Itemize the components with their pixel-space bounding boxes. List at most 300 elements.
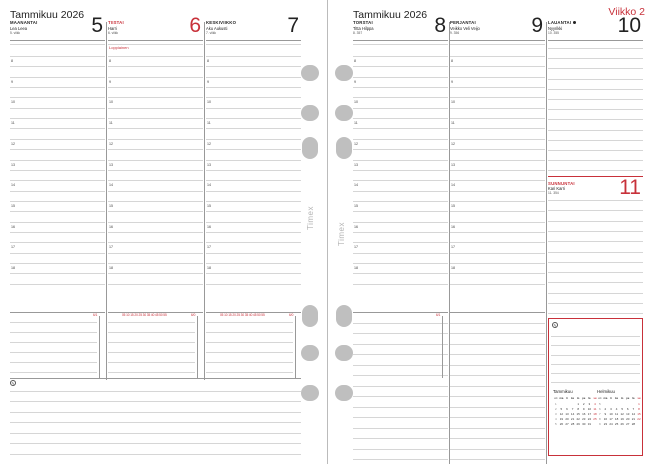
week-label: Viikko 2 [608, 6, 645, 18]
mini-calendar-day: 12 [620, 411, 624, 416]
mini-calendar-day: 4 [615, 406, 618, 411]
name-day-label: Titta Hilppa [353, 26, 374, 31]
hour-line [10, 160, 105, 161]
half-hour-line [10, 211, 105, 212]
half-hour-line [353, 149, 448, 150]
hour-label: 18 [11, 266, 15, 270]
brand-left: Timex [306, 206, 315, 230]
half-hour-line [108, 211, 203, 212]
day-of-year: 7. viikk [206, 30, 217, 35]
binder-hole [301, 105, 319, 121]
mini-calendar-grid [553, 396, 598, 426]
hour-label: 15 [11, 203, 15, 208]
half-hour-line [206, 87, 301, 88]
weekday-header: la [632, 397, 635, 400]
hour-line [206, 118, 301, 119]
saturday-line [548, 68, 643, 69]
page-marker: 6/0 [191, 313, 196, 317]
binder-hole [336, 137, 352, 159]
half-hour-line [108, 87, 203, 88]
mini-calendar-day: 9 [582, 406, 585, 411]
notes-line [10, 412, 301, 413]
weekday-header: ke [571, 397, 575, 400]
half-hour-line [108, 191, 203, 192]
weekday-text: PERJANTAI [450, 20, 476, 25]
left-page-title: Tammikuu 2026 [10, 9, 85, 21]
hour-line [450, 222, 545, 223]
notes-line [551, 345, 640, 346]
pre-hour-line [108, 44, 203, 45]
half-hour-line [206, 253, 301, 254]
notes-icon: ✎ [11, 381, 15, 386]
notes-line [206, 332, 293, 333]
binder-hole [302, 305, 318, 327]
mini-calendar-day: 23 [603, 421, 608, 426]
pre-hour-line [206, 44, 301, 45]
date-number: 7 [287, 14, 299, 37]
hour-line [353, 201, 448, 202]
binder-hole [335, 385, 353, 401]
half-hour-line [450, 253, 545, 254]
mini-calendar-day: 21 [570, 416, 575, 421]
mini-calendar-day: 17 [609, 416, 613, 421]
mini-calendar-day: 20 [626, 416, 630, 421]
binder-hole [335, 65, 353, 81]
hour-label: 8 [109, 59, 111, 63]
mini-calendar-day: 26 [559, 421, 564, 426]
hour-label: 12 [451, 141, 455, 146]
mini-calendar-day: 2 [604, 406, 607, 411]
notes-top-line [450, 312, 545, 313]
weekday-header: su [593, 397, 597, 400]
mini-calendar-day: 1 [554, 401, 557, 406]
sunday-line [548, 210, 643, 211]
extra-line [10, 284, 105, 285]
day-of-year: 5. viikk [10, 30, 21, 35]
weekday-label [353, 20, 373, 25]
mini-calendar-day: 27 [565, 421, 569, 426]
notes-line [450, 459, 545, 460]
hour-line [206, 97, 301, 98]
mini-calendar-day: 11 [615, 411, 619, 416]
half-hour-line [108, 128, 203, 129]
half-hour-line [108, 149, 203, 150]
hour-label: 17 [354, 245, 358, 250]
hour-line [108, 180, 203, 181]
notes-box-divider [442, 316, 443, 378]
notes-line [450, 365, 545, 366]
notes-line [353, 438, 448, 439]
notes-box-divider [99, 316, 100, 378]
hour-line [10, 222, 105, 223]
day-of-year: 8. 357 [353, 30, 363, 35]
left-page [0, 0, 327, 464]
mini-calendar-day: 29 [576, 421, 580, 426]
notes-line [353, 417, 448, 418]
notes-line [353, 386, 448, 387]
sunday-line [548, 313, 643, 314]
hour-label: 18 [207, 266, 211, 270]
hour-label: 15 [109, 203, 113, 208]
minutes-row: 05 10 15 20 25 30 35 40 45 50 55 [220, 313, 265, 317]
weekday-label [450, 20, 476, 25]
notes-line [450, 333, 545, 334]
binder-hole [301, 65, 319, 81]
half-hour-line [206, 211, 301, 212]
date-number: 5 [91, 14, 103, 37]
hour-line [450, 201, 545, 202]
weekday-header: ti [610, 397, 612, 400]
half-hour-line [450, 149, 545, 150]
hour-label: 11 [109, 121, 113, 126]
column-divider [204, 22, 205, 380]
sunday-line [548, 282, 643, 283]
hour-label: 17 [451, 245, 455, 250]
weekday-label [548, 20, 576, 25]
hour-label: 16 [11, 224, 15, 229]
notes-line [10, 454, 301, 455]
notes-line [450, 438, 545, 439]
name-day-label: Nyyrikki [548, 26, 563, 31]
half-hour-line [353, 108, 448, 109]
notes-line [10, 372, 97, 373]
hour-label: 17 [109, 245, 113, 250]
name-day-label: Aku Aukusti [206, 26, 228, 31]
hour-line [353, 97, 448, 98]
date-number: 8 [434, 14, 446, 37]
hour-label: 11 [354, 121, 358, 126]
weekday-header: ke [615, 397, 619, 400]
hour-label: 9 [11, 79, 13, 84]
extra-line [206, 284, 301, 285]
date-number: 11 [619, 176, 641, 199]
half-hour-line [353, 273, 448, 274]
hour-label: 14 [11, 183, 15, 188]
hour-line [108, 139, 203, 140]
mini-calendar-day: 24 [609, 421, 613, 426]
header-underline [450, 40, 545, 41]
notes-line [450, 407, 545, 408]
mini-calendar-day: 17 [587, 411, 592, 416]
half-hour-line [450, 273, 545, 274]
binder-hole [301, 345, 319, 361]
mini-calendar-day: 7 [598, 411, 601, 416]
hour-label: 12 [109, 141, 113, 146]
mini-calendar-day: 4 [594, 401, 596, 406]
mini-calendar-day: 9 [604, 411, 607, 416]
notes-box-divider [295, 316, 296, 378]
saturday-line [548, 99, 643, 100]
hour-line [353, 160, 448, 161]
hour-line [108, 242, 203, 243]
mini-calendar-day: 9 [598, 421, 601, 426]
notes-line [450, 417, 545, 418]
mini-calendar-day: 22 [637, 416, 641, 421]
hour-label: 11 [207, 121, 211, 126]
mini-calendar-day: 21 [631, 416, 636, 421]
half-hour-line [450, 170, 545, 171]
extra-line [108, 284, 203, 285]
hour-line [450, 97, 545, 98]
mini-calendar-day: 12 [559, 411, 564, 416]
mini-calendar-day: 13 [565, 411, 569, 416]
notes-line [353, 428, 448, 429]
hour-label: 14 [109, 183, 113, 188]
date-number: 6 [189, 14, 201, 37]
mini-calendar-day: 27 [626, 421, 630, 426]
mini-calendar-day: 10 [587, 406, 592, 411]
weekday-header: pe [582, 397, 586, 400]
pre-hour-line [353, 44, 448, 45]
mini-calendar-day: 16 [582, 411, 586, 416]
sunday-line [548, 293, 643, 294]
hour-line [108, 222, 203, 223]
mini-calendar-day: 4 [554, 416, 557, 421]
mini-calendar-day: 11 [593, 406, 597, 411]
half-hour-line [108, 253, 203, 254]
notes-line [353, 333, 448, 334]
header-underline [353, 40, 448, 41]
weekday-label: MAANANTAI [10, 20, 38, 25]
weekday-text: LAUANTAI [548, 20, 572, 25]
hour-line [450, 263, 545, 264]
mini-calendar-day: 1 [638, 401, 640, 406]
half-hour-line [353, 170, 448, 171]
weekday-header: ti [566, 397, 568, 400]
notes-line [10, 362, 97, 363]
notes-line [450, 449, 545, 450]
notes-line [108, 372, 195, 373]
hour-label: 12 [207, 141, 211, 146]
half-hour-line [108, 66, 203, 67]
notes-line [206, 322, 293, 323]
hour-line [353, 118, 448, 119]
mini-calendar-day: 14 [631, 411, 636, 416]
hour-line [108, 201, 203, 202]
notes-line [450, 354, 545, 355]
hour-line [353, 242, 448, 243]
mini-calendar-day: 5 [598, 401, 601, 406]
hour-label: 14 [207, 183, 211, 188]
sunday-line [548, 221, 643, 222]
half-hour-line [450, 128, 545, 129]
sunday-line [548, 231, 643, 232]
half-hour-line [108, 170, 203, 171]
weekday-label: SUNNUNTAI [548, 181, 575, 186]
hour-line [206, 77, 301, 78]
pre-hour-line [450, 44, 545, 45]
mini-calendar-day: 20 [565, 416, 569, 421]
notes-line [551, 355, 640, 356]
mini-calendar-day: 6 [626, 406, 629, 411]
day-of-year: 9. 356 [450, 30, 460, 35]
saturday-line [548, 89, 643, 90]
mini-calendar-day: 25 [593, 416, 597, 421]
hour-label: 9 [207, 79, 209, 84]
notes-line [551, 364, 640, 365]
hour-line [10, 77, 105, 78]
half-hour-line [353, 253, 448, 254]
right-page [328, 0, 655, 464]
notes-icon: ✎ [553, 323, 557, 328]
notes-line [108, 322, 195, 323]
hour-line [10, 263, 105, 264]
hour-label: 8 [451, 59, 453, 63]
saturday-line [548, 130, 643, 131]
half-hour-line [353, 211, 448, 212]
half-hour-line [10, 273, 105, 274]
mini-calendar-day: 18 [614, 416, 619, 421]
hour-label: 16 [354, 224, 358, 229]
half-hour-line [353, 232, 448, 233]
mini-calendar-day: 13 [626, 411, 630, 416]
hour-label: 13 [207, 162, 211, 167]
mini-calendar-grid [597, 396, 642, 426]
half-hour-line [10, 253, 105, 254]
half-hour-line [108, 108, 203, 109]
half-hour-line [206, 273, 301, 274]
hour-line [206, 201, 301, 202]
mini-calendar-day: 23 [582, 416, 586, 421]
weekday-label: KESKIVIIKKO [206, 20, 237, 25]
hour-label: 10 [11, 100, 15, 105]
half-hour-line [353, 66, 448, 67]
hour-line [206, 242, 301, 243]
weekday-header: to [576, 397, 580, 400]
extra-line [353, 284, 448, 285]
hour-line [10, 201, 105, 202]
notes-top-line [10, 312, 105, 313]
half-hour-line [10, 170, 105, 171]
hour-line [108, 160, 203, 161]
hour-line [108, 97, 203, 98]
weekday-text: TORSTAI [353, 20, 373, 25]
half-hour-line [450, 232, 545, 233]
half-hour-line [206, 191, 301, 192]
notes-line [450, 344, 545, 345]
notes-line [206, 352, 293, 353]
hour-line [450, 56, 545, 57]
hour-line [450, 180, 545, 181]
notes-line [353, 407, 448, 408]
brand-right: Timex [337, 222, 346, 246]
notes-line [10, 332, 97, 333]
right-page-title: Tammikuu 2026 [353, 9, 428, 21]
mini-calendar-day: 19 [559, 416, 564, 421]
hour-line [450, 118, 545, 119]
half-hour-line [10, 108, 105, 109]
hour-line [206, 56, 301, 57]
mini-calendar-day: 5 [560, 406, 563, 411]
hour-line [353, 77, 448, 78]
sunday-line [548, 272, 643, 273]
sunday-line [548, 262, 643, 263]
date-number: 9 [531, 14, 543, 37]
hour-label: 10 [451, 100, 455, 105]
holiday-note: Loppiainen [109, 45, 129, 50]
mini-calendar-day: 8 [638, 406, 640, 411]
notes-line [206, 362, 293, 363]
saturday-line [548, 109, 643, 110]
notes-line [450, 323, 545, 324]
saturday-line [548, 160, 643, 161]
name-day-label: Veikko Veli Veijo [450, 26, 480, 31]
weekday-header: wk [554, 397, 558, 400]
mini-calendar-day: 6 [598, 406, 601, 411]
hour-line [353, 56, 448, 57]
weekday-label: TIISTAI [108, 20, 124, 25]
half-hour-line [206, 108, 301, 109]
hour-label: 13 [354, 162, 358, 167]
notes-line [206, 372, 293, 373]
mini-calendar-day: 1 [577, 401, 579, 406]
saturday-line [548, 170, 643, 171]
mini-calendar-day: 18 [593, 411, 597, 416]
binder-hole [336, 305, 352, 327]
hour-label: 13 [11, 162, 15, 167]
weekday-header: su [637, 397, 641, 400]
day-of-year: 10. 355 [548, 30, 559, 35]
hour-line [353, 139, 448, 140]
notes-line [353, 323, 448, 324]
hour-line [450, 139, 545, 140]
notes-line [10, 322, 97, 323]
half-hour-line [10, 232, 105, 233]
hour-label: 11 [11, 121, 15, 126]
mini-calendar-day: 2 [554, 406, 557, 411]
weekday-header: to [620, 397, 624, 400]
hour-line [353, 222, 448, 223]
hour-label: 17 [11, 245, 15, 250]
day-of-year: 11. 354 [548, 190, 559, 195]
weekday-header: pe [626, 397, 630, 400]
hour-label: 17 [207, 245, 211, 250]
hour-line [206, 222, 301, 223]
half-hour-line [206, 66, 301, 67]
hour-line [10, 56, 105, 57]
mini-calendar-day: 31 [587, 421, 592, 426]
mini-calendar-day: 6 [566, 406, 568, 411]
hour-line [206, 160, 301, 161]
half-hour-line [10, 66, 105, 67]
page-marker: 6/1 [436, 313, 441, 317]
page-marker: 6/1 [93, 313, 98, 317]
hour-line [108, 118, 203, 119]
mini-calendar-title: Tammikuu [553, 389, 573, 394]
header-underline [206, 40, 301, 41]
hour-line [206, 180, 301, 181]
mini-calendar-day: 15 [576, 411, 580, 416]
half-hour-line [10, 149, 105, 150]
saturday-line [548, 58, 643, 59]
mini-calendar-day: 7 [571, 406, 574, 411]
notes-top-line [353, 312, 448, 313]
mini-calendar-day: 28 [631, 421, 636, 426]
hour-label: 18 [109, 266, 113, 270]
hour-line [353, 180, 448, 181]
hour-label: 10 [109, 100, 113, 105]
mini-calendar-day: 7 [632, 406, 635, 411]
hour-label: 13 [109, 162, 113, 167]
hour-label: 18 [451, 266, 455, 270]
notes-line [353, 459, 448, 460]
half-hour-line [450, 66, 545, 67]
mini-calendar-day: 8 [577, 406, 579, 411]
hour-label: 14 [451, 183, 455, 188]
hour-line [10, 118, 105, 119]
hour-label: 14 [354, 183, 358, 188]
extra-line [450, 284, 545, 285]
